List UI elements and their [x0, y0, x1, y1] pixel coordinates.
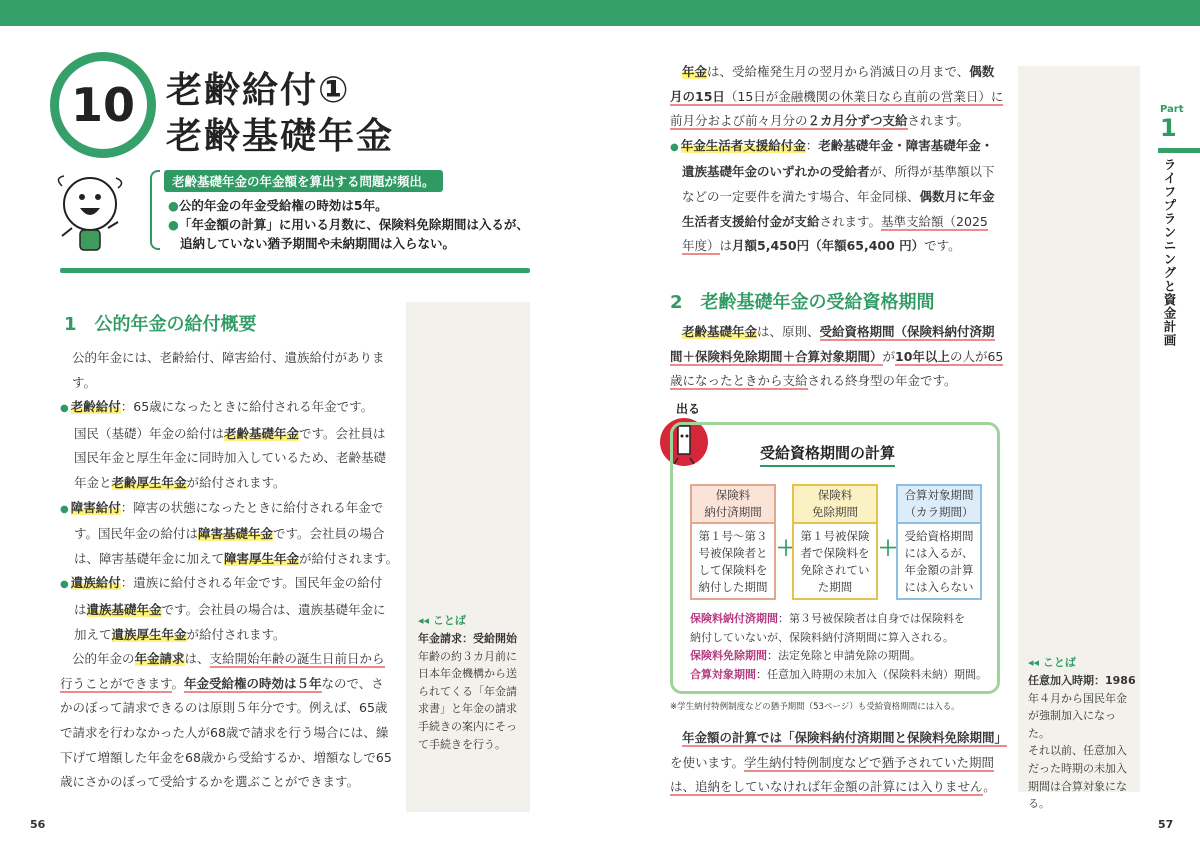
- calc-col-2-body: 第１号被保険 者で保険料を 免除されてい た期間: [800, 529, 870, 594]
- s1-izoku-3: 加えて遺族厚生年金が給付されます。: [74, 626, 286, 642]
- part-title: ライフプランニングと資金計画: [1162, 158, 1177, 347]
- s2-l2: 間＋保険料免除期間＋合算対象期間）が10年以上の人が65: [670, 348, 1004, 364]
- kotoba-left-line: て手続きを行う。: [418, 737, 506, 751]
- s1-shougai-2: す。国民年金の給付は障害基礎年金です。会社員の場合: [74, 526, 385, 542]
- top-color-bar: [0, 0, 1200, 26]
- kotoba-right-line: それ以前、任意加入: [1028, 744, 1127, 758]
- plus-1: ＋: [776, 536, 796, 560]
- chapter-number-badge: [50, 52, 156, 158]
- bt-l1: 年金額の計算では「保険料納付済期間と保険料免除期間」: [682, 730, 1008, 745]
- rt-l2: 月の15日（15日が金融機関の休業日なら直前の営業日）に: [670, 88, 1004, 104]
- bottom-text: [670, 726, 1008, 800]
- calc-col-3-head: 合算対象期間 （カラ期間）: [898, 486, 980, 524]
- kotoba-left-line: 年齢の約３カ月前に: [418, 649, 517, 663]
- s1-shougai: ● 障害給付：障害の状態になったときに給付される年金で: [60, 496, 400, 523]
- section2-heading: 2 老齢基礎年金の受給資格期間: [670, 292, 935, 313]
- calc-box-title: 受給資格期間の計算: [760, 442, 895, 467]
- calc-note-3: 合算対象期間：任意加入時期の未加入（保険料未納）期間。: [690, 667, 987, 681]
- calc-col-3: [896, 484, 982, 600]
- page-number-left: 56: [30, 818, 46, 831]
- bt-l2: を使います。学生納付特例制度などで猶予されていた期間: [670, 754, 995, 770]
- kotoba-right-body: [1028, 672, 1136, 813]
- kotoba-left-line: られてくる「年金請: [418, 684, 517, 698]
- exam-bracket: [150, 170, 160, 250]
- calc-col-2: [792, 484, 878, 600]
- part-tab-bar: [1158, 148, 1200, 153]
- section1-heading: 1 公的年金の給付概要: [64, 314, 257, 335]
- kotoba-right-line: 年４月から国民年金: [1028, 691, 1127, 705]
- rt-s1: ● 年金生活者支援給付金：老齢基礎年金・障害基礎年金・: [670, 134, 1005, 161]
- deru-label: 出る: [676, 402, 701, 416]
- rt-l3: 前月分および前々月分の２カ月分ずつ支給されます。: [670, 113, 970, 129]
- calc-col-1: [690, 484, 776, 600]
- exam-point-3-text: 追納していない猶予期間や未納期間は入らない。: [180, 236, 456, 251]
- calc-note-1: 保険料納付済期間：第３号被保険者は自身では保険料を: [690, 612, 965, 625]
- kotoba-right-line: だった時期の未加入: [1028, 761, 1127, 775]
- kotoba-right-head: ◂◂ ことば: [1028, 656, 1076, 669]
- s2-l3: 歳になったときから支給される終身型の年金です。: [670, 373, 957, 389]
- calc-col-2-head: 保険料 免除期間: [794, 486, 876, 524]
- calc-note-2: 保険料免除期間：法定免除と申請免除の期間。: [690, 649, 921, 662]
- s1-claim-4: で請求を行わなかった人が68歳で請求を行う場合には、繰: [60, 724, 389, 740]
- exam-tag-text: 老齢基礎年金の年金額を算出する問題が頻出。: [172, 174, 435, 189]
- rt-s3: などの一定要件を満たす場合、年金同様、偶数月に年金: [682, 188, 995, 204]
- mascot-illustration: [52, 170, 130, 256]
- calc-col-1-head: 保険料 納付済期間: [692, 486, 774, 524]
- rt-s4: 生活者支援給付金が支給されます。基準支給額（2025: [682, 213, 988, 229]
- header-divider: [60, 268, 530, 273]
- page-number-right: 57: [1158, 818, 1174, 831]
- s1-claim-5: 下げて増額した年金を68歳から受給するか、増額なしで65: [60, 749, 392, 765]
- section2-body: [670, 320, 1005, 394]
- kotoba-right-line: 期間は合算対象にな: [1028, 779, 1127, 793]
- exam-point-1-text: 公的年金の年金受給権の時効は5年。: [178, 198, 388, 213]
- kotoba-right-line: が強制加入になった。: [1028, 709, 1116, 740]
- s1-intro: 公的年金には、老齢給付、障害給付、遺族給付があります。: [72, 350, 385, 390]
- kotoba-left-line: 年金請求：受給開始: [418, 632, 517, 645]
- calc-col-3-body: 受給資格期間 には入るが、 年金額の計算 には入らない: [904, 529, 974, 594]
- exam-tag: [164, 170, 443, 192]
- s1-rourei-3: 国民年金と厚生年金に同時加入しているため、老齢基礎: [74, 450, 387, 466]
- calc-note-1b: 納付していないが、保険料納付済期間に算入される。: [690, 630, 954, 644]
- section1-body: [60, 346, 400, 795]
- s1-shougai-3: は、障害基礎年金に加えて障害厚生年金が給付されます。: [74, 550, 399, 566]
- calc-notes: [690, 610, 995, 684]
- exam-point-2: ●「年金額の計算」に用いる月数に、保険料免除期間は入るが、: [168, 217, 529, 232]
- part-number: 1: [1160, 114, 1177, 142]
- s1-claim-1: 公的年金の年金請求は、支給開始年齢の誕生日前日から: [72, 651, 385, 667]
- kotoba-left-body: [418, 630, 528, 753]
- s1-rourei-4: 年金と老齢厚生年金が給付されます。: [74, 474, 286, 490]
- page-title-line1: 老齢給付①: [166, 70, 351, 111]
- bt-l3: は、追納をしていなければ年金額の計算には入りません。: [670, 779, 996, 795]
- rt-s2: 遺族基礎年金のいずれかの受給者が、所得が基準額以下: [682, 164, 995, 180]
- page-title-line2: 老齢基礎年金: [166, 116, 395, 157]
- kotoba-right-line: 任意加入時期：1986: [1028, 674, 1136, 687]
- rt-s5: 年度）は月額5,450円（年額65,400 円）です。: [682, 238, 961, 254]
- s1-izoku-2: は遺族基礎年金です。会社員の場合は、遺族基礎年金に: [74, 601, 386, 617]
- right-top-text: [670, 60, 1005, 259]
- s1-izoku: ● 遺族給付：遺族に給付される年金です。国民年金の給付: [60, 571, 400, 598]
- exam-point-3: [180, 234, 455, 252]
- kotoba-left-head: ◂◂ ことば: [418, 614, 466, 627]
- exam-point-1: ●公的年金の年金受給権の時効は5年。: [168, 198, 388, 213]
- kotoba-note-right: [1028, 654, 1136, 813]
- kotoba-note-left: [418, 612, 528, 753]
- chapter-number: 10: [70, 78, 135, 132]
- plus-2: ＋: [878, 536, 898, 560]
- s1-rourei-2: 国民（基礎）年金の給付は老齢基礎年金です。会社員は: [74, 425, 386, 441]
- kotoba-right-line: る。: [1028, 797, 1050, 811]
- kotoba-left-line: 手続きの案内にそっ: [418, 719, 517, 733]
- footnote: ※学生納付特例制度などの猶予期間（53ページ）も受給資格期間には入る。: [670, 702, 960, 712]
- part-label: Part: [1160, 104, 1184, 115]
- kotoba-left-line: 求書」と年金の請求: [418, 702, 517, 716]
- s1-claim-3: かのぼって請求できるのは原則５年分です。例えば、65歳: [60, 700, 388, 716]
- s1-claim-6: 歳にさかのぼって受給するかを選ぶことができます。: [60, 774, 360, 790]
- kotoba-left-line: 日本年金機構から送: [418, 667, 517, 681]
- rt-l1: 年金は、受給権発生月の翌月から消滅日の月まで、偶数: [682, 64, 995, 79]
- exam-point-2-text: 「年金額の計算」に用いる月数に、保険料免除期間は入るが、: [178, 217, 529, 232]
- calc-col-1-body: 第１号〜第３ 号被保険者と して保険料を 納付した期間: [698, 529, 768, 594]
- s1-claim-2: 行うことができます。年金受給権の時効は５年なので、さ: [60, 675, 384, 691]
- s1-rourei: ● 老齢給付：65歳になったときに給付される年金です。: [60, 395, 400, 422]
- s2-l1: 老齢基礎年金は、原則、受給資格期間（保険料納付済期: [682, 324, 995, 339]
